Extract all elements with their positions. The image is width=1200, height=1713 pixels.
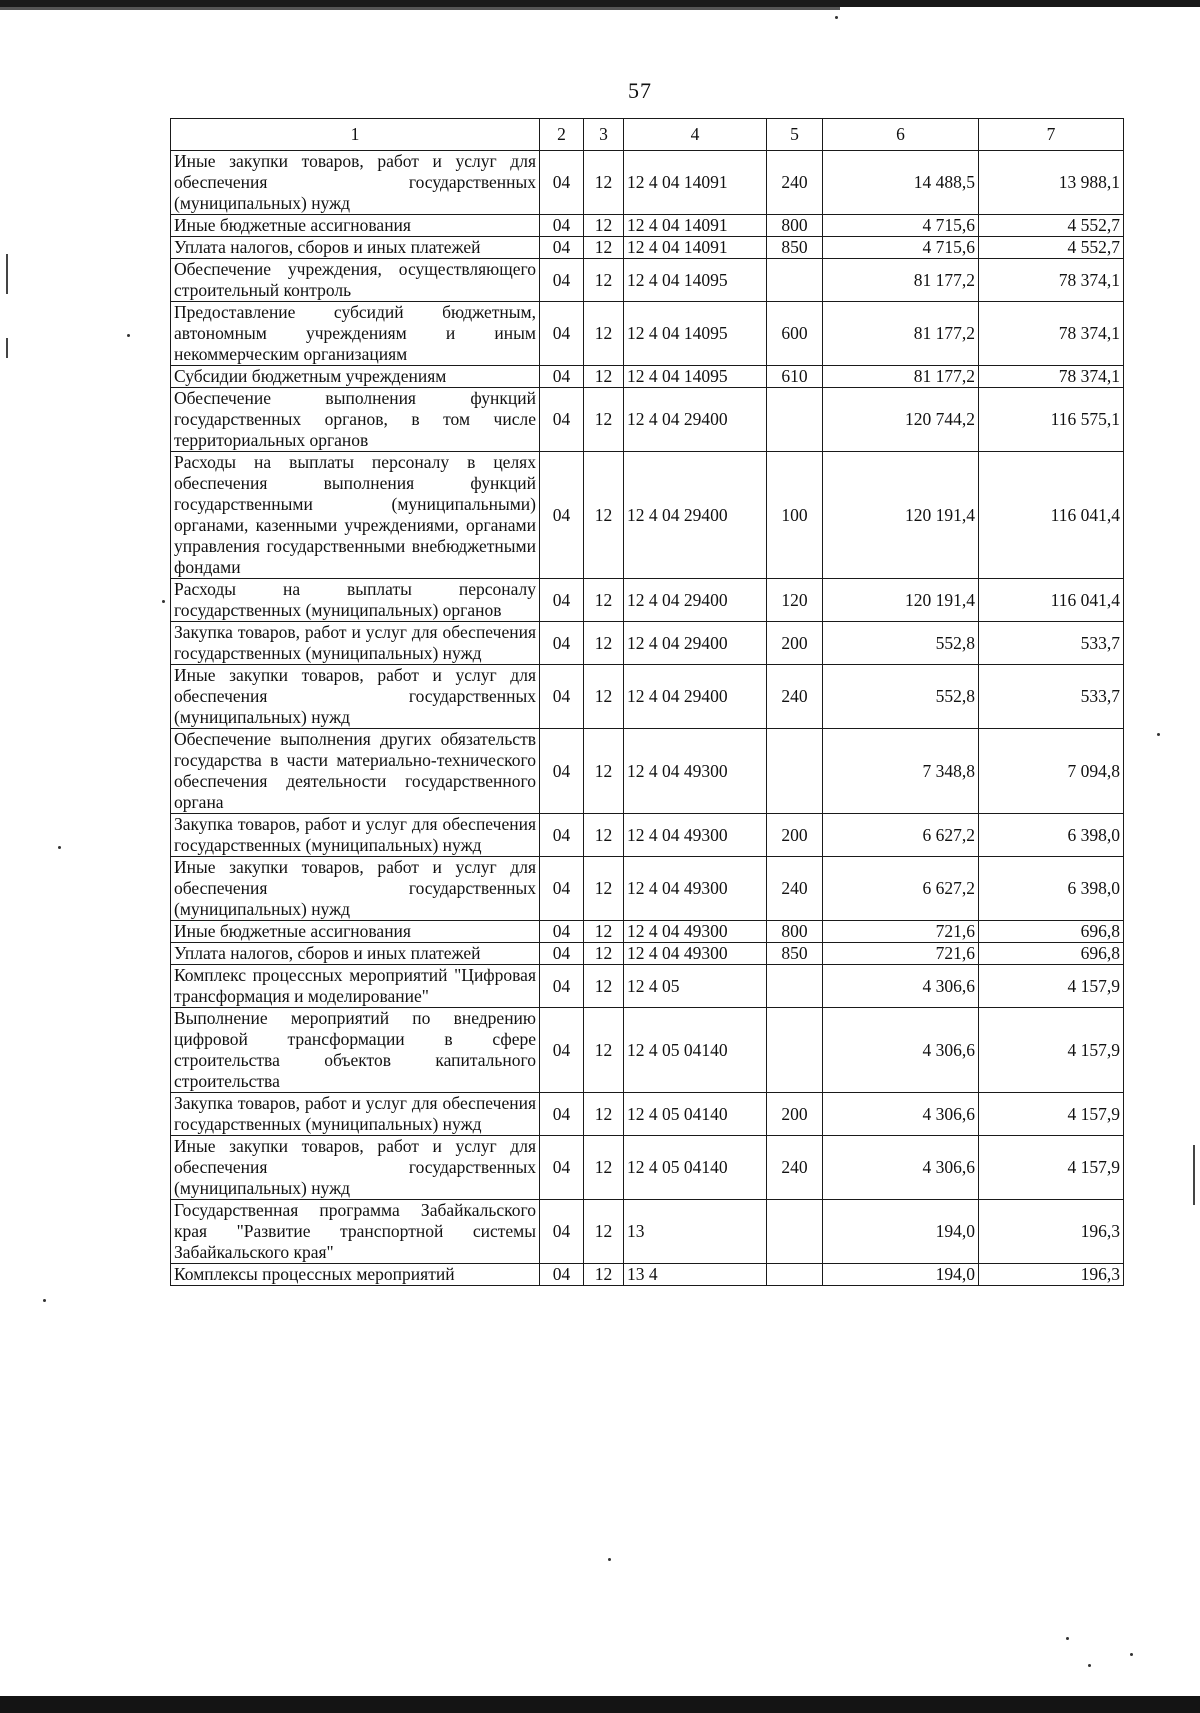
cell-amount-col6: 194,0 xyxy=(823,1200,979,1264)
cell-amount-col6: 4 715,6 xyxy=(823,237,979,259)
cell-amount-col7: 116 041,4 xyxy=(979,452,1124,579)
cell-amount-col7: 696,8 xyxy=(979,943,1124,965)
header-col-6: 6 xyxy=(823,119,979,151)
cell-amount-col7: 6 398,0 xyxy=(979,857,1124,921)
cell-amount-col7: 4 157,9 xyxy=(979,1093,1124,1136)
cell-subsection: 12 xyxy=(584,622,624,665)
table-row xyxy=(171,965,1124,1008)
scan-speck xyxy=(835,16,838,19)
header-col-3: 3 xyxy=(584,119,624,151)
cell-expense-type: 610 xyxy=(767,366,823,388)
cell-amount-col6: 721,6 xyxy=(823,921,979,943)
cell-name: Иные закупки товаров, работ и услуг для обеспечения государственных (муниципальных) нужд xyxy=(171,1136,540,1200)
cell-subsection: 12 xyxy=(584,665,624,729)
cell-expense-type: 850 xyxy=(767,237,823,259)
cell-section: 04 xyxy=(540,814,584,857)
table-header-row xyxy=(171,119,1124,151)
cell-target-article: 12 4 04 29400 xyxy=(624,452,767,579)
cell-target-article: 12 4 04 14091 xyxy=(624,215,767,237)
cell-subsection: 12 xyxy=(584,366,624,388)
cell-name: Иные бюджетные ассигнования xyxy=(171,215,540,237)
cell-name: Иные закупки товаров, работ и услуг для обеспечения государственных (муниципальных) нужд xyxy=(171,151,540,215)
cell-subsection: 12 xyxy=(584,729,624,814)
table-row xyxy=(171,665,1124,729)
scan-mark-left xyxy=(6,338,8,358)
cell-expense-type: 800 xyxy=(767,921,823,943)
cell-expense-type: 850 xyxy=(767,943,823,965)
cell-amount-col7: 4 157,9 xyxy=(979,1136,1124,1200)
cell-target-article: 12 4 04 49300 xyxy=(624,943,767,965)
cell-section: 04 xyxy=(540,302,584,366)
cell-subsection: 12 xyxy=(584,388,624,452)
cell-amount-col6: 721,6 xyxy=(823,943,979,965)
cell-amount-col7: 533,7 xyxy=(979,665,1124,729)
cell-amount-col6: 4 306,6 xyxy=(823,965,979,1008)
table-row xyxy=(171,814,1124,857)
header-col-2: 2 xyxy=(540,119,584,151)
cell-expense-type xyxy=(767,388,823,452)
cell-target-article: 12 4 04 14095 xyxy=(624,259,767,302)
table-row xyxy=(171,1200,1124,1264)
cell-amount-col6: 4 306,6 xyxy=(823,1008,979,1093)
cell-expense-type xyxy=(767,1264,823,1286)
cell-amount-col6: 194,0 xyxy=(823,1264,979,1286)
cell-target-article: 12 4 05 xyxy=(624,965,767,1008)
cell-amount-col7: 78 374,1 xyxy=(979,302,1124,366)
cell-name: Закупка товаров, работ и услуг для обеспечения государственных (муниципальных) нужд xyxy=(171,814,540,857)
cell-section: 04 xyxy=(540,1264,584,1286)
cell-name: Государственная программа Забайкальского края "Развитие транспортной системы Забайкальского края" xyxy=(171,1200,540,1264)
cell-name: Расходы на выплаты персоналу государственных (муниципальных) органов xyxy=(171,579,540,622)
cell-subsection: 12 xyxy=(584,814,624,857)
cell-expense-type xyxy=(767,729,823,814)
cell-amount-col6: 552,8 xyxy=(823,622,979,665)
cell-section: 04 xyxy=(540,965,584,1008)
scan-speck xyxy=(127,334,130,337)
cell-name: Расходы на выплаты персоналу в целях обеспечения выполнения функций государственными (муниципальными) органами, казенными учреждениями, органами управления государственными внебюджетными фондами xyxy=(171,452,540,579)
cell-subsection: 12 xyxy=(584,921,624,943)
cell-amount-col6: 120 744,2 xyxy=(823,388,979,452)
cell-amount-col6: 6 627,2 xyxy=(823,814,979,857)
cell-amount-col6: 81 177,2 xyxy=(823,259,979,302)
cell-subsection: 12 xyxy=(584,302,624,366)
table-row xyxy=(171,1008,1124,1093)
scan-border-top xyxy=(0,0,1200,7)
cell-target-article: 12 4 05 04140 xyxy=(624,1136,767,1200)
cell-name: Обеспечение выполнения функций государственных органов, в том числе территориальных органов xyxy=(171,388,540,452)
cell-section: 04 xyxy=(540,151,584,215)
scan-mark-right xyxy=(1193,1145,1195,1205)
cell-amount-col7: 7 094,8 xyxy=(979,729,1124,814)
cell-expense-type xyxy=(767,1008,823,1093)
cell-amount-col6: 120 191,4 xyxy=(823,579,979,622)
cell-name: Закупка товаров, работ и услуг для обеспечения государственных (муниципальных) нужд xyxy=(171,622,540,665)
cell-expense-type: 800 xyxy=(767,215,823,237)
cell-expense-type: 240 xyxy=(767,151,823,215)
cell-section: 04 xyxy=(540,579,584,622)
cell-amount-col6: 4 306,6 xyxy=(823,1093,979,1136)
cell-expense-type: 240 xyxy=(767,1136,823,1200)
cell-section: 04 xyxy=(540,259,584,302)
cell-expense-type: 600 xyxy=(767,302,823,366)
cell-amount-col7: 196,3 xyxy=(979,1200,1124,1264)
table-row xyxy=(171,259,1124,302)
cell-subsection: 12 xyxy=(584,237,624,259)
cell-amount-col7: 6 398,0 xyxy=(979,814,1124,857)
cell-name: Предоставление субсидий бюджетным, автономным учреждениям и иным некоммерческим организациям xyxy=(171,302,540,366)
cell-subsection: 12 xyxy=(584,1008,624,1093)
header-col-4: 4 xyxy=(624,119,767,151)
cell-expense-type xyxy=(767,259,823,302)
cell-expense-type: 200 xyxy=(767,1093,823,1136)
cell-subsection: 12 xyxy=(584,579,624,622)
cell-subsection: 12 xyxy=(584,943,624,965)
cell-section: 04 xyxy=(540,215,584,237)
cell-target-article: 12 4 04 49300 xyxy=(624,814,767,857)
cell-amount-col7: 4 552,7 xyxy=(979,237,1124,259)
cell-name: Обеспечение выполнения других обязательств государства в части материально-технического обеспечения деятельности государственного органа xyxy=(171,729,540,814)
cell-name: Субсидии бюджетным учреждениям xyxy=(171,366,540,388)
cell-expense-type xyxy=(767,1200,823,1264)
cell-section: 04 xyxy=(540,943,584,965)
cell-name: Комплексы процессных мероприятий xyxy=(171,1264,540,1286)
cell-expense-type xyxy=(767,965,823,1008)
scan-speck xyxy=(43,1299,46,1302)
cell-section: 04 xyxy=(540,1093,584,1136)
cell-amount-col6: 81 177,2 xyxy=(823,366,979,388)
page-number: 57 xyxy=(628,78,652,103)
scan-speck xyxy=(608,1558,611,1561)
cell-amount-col6: 14 488,5 xyxy=(823,151,979,215)
cell-target-article: 13 4 xyxy=(624,1264,767,1286)
table-row xyxy=(171,622,1124,665)
header-col-7: 7 xyxy=(979,119,1124,151)
header-col-5: 5 xyxy=(767,119,823,151)
cell-amount-col7: 4 157,9 xyxy=(979,1008,1124,1093)
cell-subsection: 12 xyxy=(584,1136,624,1200)
cell-section: 04 xyxy=(540,665,584,729)
scan-speck xyxy=(1066,1637,1069,1640)
cell-amount-col6: 7 348,8 xyxy=(823,729,979,814)
table-body xyxy=(171,151,1124,1286)
cell-name: Закупка товаров, работ и услуг для обеспечения государственных (муниципальных) нужд xyxy=(171,1093,540,1136)
cell-name: Комплекс процессных мероприятий "Цифровая трансформация и моделирование" xyxy=(171,965,540,1008)
table-row xyxy=(171,1093,1124,1136)
cell-subsection: 12 xyxy=(584,1093,624,1136)
cell-section: 04 xyxy=(540,452,584,579)
cell-section: 04 xyxy=(540,921,584,943)
cell-name: Иные закупки товаров, работ и услуг для обеспечения государственных (муниципальных) нужд xyxy=(171,665,540,729)
cell-expense-type: 100 xyxy=(767,452,823,579)
cell-amount-col6: 81 177,2 xyxy=(823,302,979,366)
scan-mark-left xyxy=(6,254,8,294)
scan-border-bottom xyxy=(0,1696,1200,1713)
cell-name: Обеспечение учреждения, осуществляющего строительный контроль xyxy=(171,259,540,302)
cell-amount-col7: 116 041,4 xyxy=(979,579,1124,622)
cell-name: Иные закупки товаров, работ и услуг для обеспечения государственных (муниципальных) нужд xyxy=(171,857,540,921)
cell-amount-col7: 533,7 xyxy=(979,622,1124,665)
cell-subsection: 12 xyxy=(584,965,624,1008)
table-row xyxy=(171,302,1124,366)
cell-target-article: 12 4 05 04140 xyxy=(624,1008,767,1093)
cell-target-article: 12 4 04 14095 xyxy=(624,366,767,388)
cell-amount-col7: 116 575,1 xyxy=(979,388,1124,452)
header-col-1: 1 xyxy=(171,119,540,151)
cell-amount-col6: 552,8 xyxy=(823,665,979,729)
table-row xyxy=(171,366,1124,388)
scan-speck xyxy=(58,846,61,849)
cell-target-article: 12 4 04 49300 xyxy=(624,729,767,814)
cell-name: Уплата налогов, сборов и иных платежей xyxy=(171,943,540,965)
cell-section: 04 xyxy=(540,388,584,452)
scan-speck xyxy=(162,600,165,603)
cell-amount-col6: 120 191,4 xyxy=(823,452,979,579)
cell-subsection: 12 xyxy=(584,452,624,579)
cell-target-article: 12 4 04 14091 xyxy=(624,151,767,215)
cell-subsection: 12 xyxy=(584,215,624,237)
table-row xyxy=(171,943,1124,965)
cell-expense-type: 240 xyxy=(767,857,823,921)
cell-expense-type: 120 xyxy=(767,579,823,622)
cell-target-article: 12 4 04 29400 xyxy=(624,622,767,665)
table-row xyxy=(171,1136,1124,1200)
cell-amount-col7: 4 552,7 xyxy=(979,215,1124,237)
table-row xyxy=(171,452,1124,579)
cell-amount-col6: 6 627,2 xyxy=(823,857,979,921)
cell-subsection: 12 xyxy=(584,259,624,302)
table-row xyxy=(171,237,1124,259)
cell-target-article: 13 xyxy=(624,1200,767,1264)
cell-section: 04 xyxy=(540,366,584,388)
cell-amount-col6: 4 715,6 xyxy=(823,215,979,237)
cell-subsection: 12 xyxy=(584,1200,624,1264)
scan-speck xyxy=(1130,1653,1133,1656)
cell-amount-col7: 78 374,1 xyxy=(979,366,1124,388)
cell-section: 04 xyxy=(540,1008,584,1093)
cell-name: Иные бюджетные ассигнования xyxy=(171,921,540,943)
cell-target-article: 12 4 04 29400 xyxy=(624,665,767,729)
cell-expense-type: 200 xyxy=(767,622,823,665)
table-row xyxy=(171,857,1124,921)
table-row xyxy=(171,729,1124,814)
cell-amount-col7: 196,3 xyxy=(979,1264,1124,1286)
cell-section: 04 xyxy=(540,622,584,665)
cell-target-article: 12 4 04 14095 xyxy=(624,302,767,366)
cell-target-article: 12 4 04 14091 xyxy=(624,237,767,259)
cell-target-article: 12 4 05 04140 xyxy=(624,1093,767,1136)
cell-subsection: 12 xyxy=(584,151,624,215)
scan-speck xyxy=(1157,733,1160,736)
table-row xyxy=(171,388,1124,452)
cell-amount-col6: 4 306,6 xyxy=(823,1136,979,1200)
cell-target-article: 12 4 04 49300 xyxy=(624,921,767,943)
cell-amount-col7: 696,8 xyxy=(979,921,1124,943)
table-row xyxy=(171,215,1124,237)
table-row xyxy=(171,1264,1124,1286)
cell-section: 04 xyxy=(540,237,584,259)
cell-section: 04 xyxy=(540,857,584,921)
cell-target-article: 12 4 04 49300 xyxy=(624,857,767,921)
cell-target-article: 12 4 04 29400 xyxy=(624,579,767,622)
scan-speck xyxy=(1088,1664,1091,1667)
scan-border-top-shadow xyxy=(0,7,840,10)
cell-expense-type: 200 xyxy=(767,814,823,857)
cell-subsection: 12 xyxy=(584,857,624,921)
cell-section: 04 xyxy=(540,1136,584,1200)
cell-name: Уплата налогов, сборов и иных платежей xyxy=(171,237,540,259)
cell-subsection: 12 xyxy=(584,1264,624,1286)
cell-section: 04 xyxy=(540,729,584,814)
budget-table xyxy=(170,118,1124,1286)
table-row xyxy=(171,921,1124,943)
table-row xyxy=(171,579,1124,622)
cell-expense-type: 240 xyxy=(767,665,823,729)
table-row xyxy=(171,151,1124,215)
cell-amount-col7: 78 374,1 xyxy=(979,259,1124,302)
cell-amount-col7: 13 988,1 xyxy=(979,151,1124,215)
cell-section: 04 xyxy=(540,1200,584,1264)
cell-target-article: 12 4 04 29400 xyxy=(624,388,767,452)
cell-amount-col7: 4 157,9 xyxy=(979,965,1124,1008)
cell-name: Выполнение мероприятий по внедрению цифровой трансформации в сфере строительства объектов капитального строительства xyxy=(171,1008,540,1093)
